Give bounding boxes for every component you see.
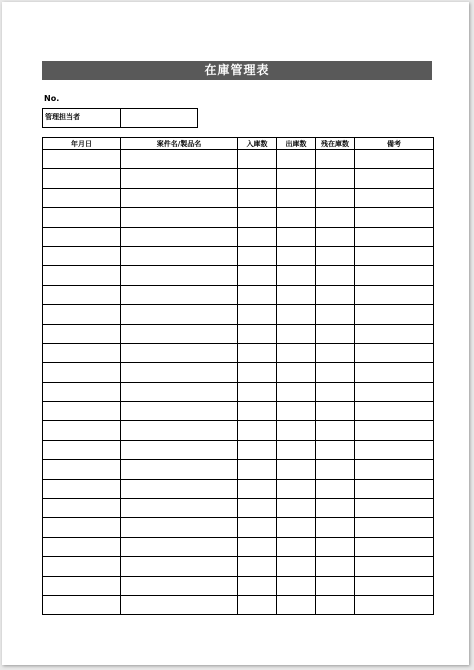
manager-label: 管理担当者 [43,109,121,127]
item-name-cell[interactable] [121,305,238,324]
table-row [43,402,434,421]
item-name-cell[interactable] [121,208,238,227]
shipped-cell[interactable] [277,266,316,285]
notes-cell[interactable] [355,479,434,498]
notes-cell[interactable] [355,595,434,614]
shipped-cell[interactable] [277,479,316,498]
received-cell[interactable] [238,266,277,285]
notes-cell[interactable] [355,402,434,421]
notes-cell[interactable] [355,285,434,304]
header-date: 年月日 [43,138,121,150]
item-name-cell[interactable] [121,440,238,459]
shipped-cell[interactable] [277,440,316,459]
number-label: No. [44,94,60,103]
manager-value[interactable] [121,109,197,127]
remaining-cell[interactable] [316,150,355,169]
remaining-cell[interactable] [316,595,355,614]
remaining-cell[interactable] [316,343,355,362]
table-row [43,208,434,227]
notes-cell[interactable] [355,537,434,556]
remaining-cell[interactable] [316,227,355,246]
table-row [43,518,434,537]
remaining-cell[interactable] [316,363,355,382]
shipped-cell[interactable] [277,169,316,188]
shipped-cell[interactable] [277,576,316,595]
table-row [43,150,434,169]
date-cell[interactable] [43,499,121,518]
inventory-table [42,137,434,615]
date-cell[interactable] [43,557,121,576]
remaining-cell[interactable] [316,576,355,595]
notes-cell[interactable] [355,208,434,227]
notes-cell[interactable] [355,421,434,440]
table-row [43,479,434,498]
remaining-cell[interactable] [316,266,355,285]
table-row [43,188,434,207]
received-cell[interactable] [238,595,277,614]
remaining-cell[interactable] [316,382,355,401]
notes-cell[interactable] [355,382,434,401]
document-title: 在庫管理表 [42,61,432,80]
remaining-cell[interactable] [316,518,355,537]
item-name-cell[interactable] [121,557,238,576]
received-cell[interactable] [238,479,277,498]
item-name-cell[interactable] [121,188,238,207]
notes-cell[interactable] [355,460,434,479]
remaining-cell[interactable] [316,557,355,576]
item-name-cell[interactable] [121,382,238,401]
received-cell[interactable] [238,324,277,343]
item-name-cell[interactable] [121,537,238,556]
shipped-cell[interactable] [277,402,316,421]
remaining-cell[interactable] [316,285,355,304]
header-remaining-stock: 残在庫数 [316,138,355,150]
date-cell[interactable] [43,266,121,285]
shipped-cell[interactable] [277,595,316,614]
remaining-cell[interactable] [316,188,355,207]
table-header-row [43,138,434,150]
remaining-cell[interactable] [316,169,355,188]
date-cell[interactable] [43,246,121,265]
header-notes: 備考 [355,138,434,150]
notes-cell[interactable] [355,518,434,537]
received-cell[interactable] [238,363,277,382]
item-name-cell[interactable] [121,499,238,518]
table-row [43,363,434,382]
remaining-cell[interactable] [316,208,355,227]
item-name-cell[interactable] [121,421,238,440]
item-name-cell[interactable] [121,363,238,382]
received-cell[interactable] [238,227,277,246]
notes-cell[interactable] [355,499,434,518]
received-cell[interactable] [238,188,277,207]
date-cell[interactable] [43,343,121,362]
shipped-cell[interactable] [277,208,316,227]
table-row [43,576,434,595]
received-cell[interactable] [238,169,277,188]
item-name-cell[interactable] [121,324,238,343]
received-cell[interactable] [238,576,277,595]
date-cell[interactable] [43,324,121,343]
date-cell[interactable] [43,440,121,459]
item-name-cell[interactable] [121,285,238,304]
received-cell[interactable] [238,382,277,401]
shipped-cell[interactable] [277,305,316,324]
shipped-cell[interactable] [277,246,316,265]
table-row [43,227,434,246]
received-cell[interactable] [238,440,277,459]
date-cell[interactable] [43,479,121,498]
notes-cell[interactable] [355,324,434,343]
shipped-cell[interactable] [277,324,316,343]
remaining-cell[interactable] [316,499,355,518]
table-row [43,382,434,401]
received-cell[interactable] [238,557,277,576]
notes-cell[interactable] [355,169,434,188]
table-row [43,440,434,459]
document-page [2,2,469,665]
table-row [43,246,434,265]
received-cell[interactable] [238,537,277,556]
date-cell[interactable] [43,285,121,304]
remaining-cell[interactable] [316,324,355,343]
received-cell[interactable] [238,460,277,479]
table-row [43,595,434,614]
shipped-cell[interactable] [277,460,316,479]
item-name-cell[interactable] [121,460,238,479]
shipped-cell[interactable] [277,557,316,576]
remaining-cell[interactable] [316,460,355,479]
item-name-cell[interactable] [121,246,238,265]
notes-cell[interactable] [355,363,434,382]
date-cell[interactable] [43,382,121,401]
header-item-name: 案件名/製品名 [121,138,238,150]
shipped-cell[interactable] [277,188,316,207]
table-row [43,169,434,188]
shipped-cell[interactable] [277,499,316,518]
item-name-cell[interactable] [121,479,238,498]
table-row [43,557,434,576]
remaining-cell[interactable] [316,402,355,421]
table-row [43,460,434,479]
received-cell[interactable] [238,343,277,362]
notes-cell[interactable] [355,576,434,595]
remaining-cell[interactable] [316,246,355,265]
header-shipped: 出庫数 [277,138,316,150]
table-row [43,537,434,556]
item-name-cell[interactable] [121,266,238,285]
notes-cell[interactable] [355,188,434,207]
notes-cell[interactable] [355,246,434,265]
notes-cell[interactable] [355,266,434,285]
table-row [43,343,434,362]
date-cell[interactable] [43,537,121,556]
date-cell[interactable] [43,188,121,207]
date-cell[interactable] [43,518,121,537]
manager-field [42,108,198,128]
received-cell[interactable] [238,402,277,421]
remaining-cell[interactable] [316,421,355,440]
received-cell[interactable] [238,518,277,537]
received-cell[interactable] [238,246,277,265]
date-cell[interactable] [43,208,121,227]
header-received: 入庫数 [238,138,277,150]
date-cell[interactable] [43,460,121,479]
received-cell[interactable] [238,208,277,227]
date-cell[interactable] [43,363,121,382]
table-row [43,324,434,343]
table-row [43,285,434,304]
shipped-cell[interactable] [277,363,316,382]
shipped-cell[interactable] [277,537,316,556]
table-row [43,305,434,324]
shipped-cell[interactable] [277,421,316,440]
received-cell[interactable] [238,285,277,304]
date-cell[interactable] [43,421,121,440]
received-cell[interactable] [238,305,277,324]
shipped-cell[interactable] [277,285,316,304]
date-cell[interactable] [43,227,121,246]
date-cell[interactable] [43,169,121,188]
notes-cell[interactable] [355,343,434,362]
notes-cell[interactable] [355,440,434,459]
received-cell[interactable] [238,421,277,440]
shipped-cell[interactable] [277,227,316,246]
shipped-cell[interactable] [277,518,316,537]
remaining-cell[interactable] [316,305,355,324]
received-cell[interactable] [238,499,277,518]
remaining-cell[interactable] [316,479,355,498]
table-row [43,266,434,285]
table-row [43,499,434,518]
item-name-cell[interactable] [121,595,238,614]
item-name-cell[interactable] [121,169,238,188]
date-cell[interactable] [43,150,121,169]
notes-cell[interactable] [355,305,434,324]
notes-cell[interactable] [355,227,434,246]
table-row [43,421,434,440]
item-name-cell[interactable] [121,518,238,537]
date-cell[interactable] [43,595,121,614]
received-cell[interactable] [238,150,277,169]
shipped-cell[interactable] [277,343,316,362]
notes-cell[interactable] [355,557,434,576]
item-name-cell[interactable] [121,227,238,246]
item-name-cell[interactable] [121,150,238,169]
remaining-cell[interactable] [316,440,355,459]
item-name-cell[interactable] [121,402,238,421]
date-cell[interactable] [43,305,121,324]
shipped-cell[interactable] [277,382,316,401]
item-name-cell[interactable] [121,576,238,595]
date-cell[interactable] [43,576,121,595]
remaining-cell[interactable] [316,537,355,556]
notes-cell[interactable] [355,150,434,169]
date-cell[interactable] [43,402,121,421]
shipped-cell[interactable] [277,150,316,169]
item-name-cell[interactable] [121,343,238,362]
